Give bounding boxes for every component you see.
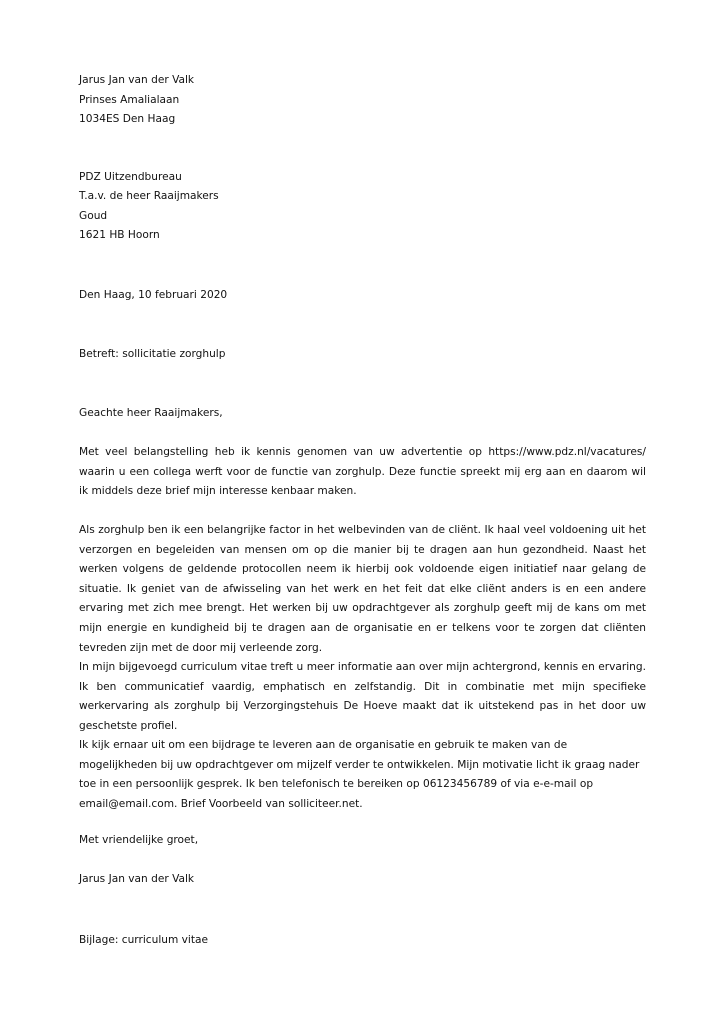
closing: Met vriendelijke groet, — [79, 834, 199, 846]
recipient-postal-city: 1621 HB Hoorn — [79, 229, 160, 241]
salutation: Geachte heer Raaijmakers, — [79, 407, 223, 419]
subject-line: Betreft: sollicitatie zorghulp — [79, 348, 226, 360]
attachment-note: Bijlage: curriculum vitae — [79, 934, 209, 946]
body-paragraph-4: Ik kijk ernaar uit om een bijdrage te leveren aan de organisatie en gebruik te maken van de mogelijkheden bij uw opdrachtgever om mijzelf verder te ontwikkelen. Mijn motivatie licht ik graag nader toe in een persoonlijk gesprek. Ik ben telefonisch te bereiken op 06123456789 of via e-e-mail op email@email.com. Brief Voorbeeld van solliciteer.net. — [79, 739, 640, 810]
recipient-company: PDZ Uitzendbureau — [79, 171, 182, 183]
body-paragraph-3: In mijn bijgevoegd curriculum vitae treft u meer informatie aan over mijn achtergrond, kennis en ervaring. Ik ben communicatief vaardig, emphatisch en zelfstandig. Dit in combinatie met mijn specifieke werkervaring als zorghulp bij Verzorgingstehuis De Hoeve maakt dat ik uitstekend pas in het door uw geschetste profiel. — [79, 661, 646, 732]
signature-name: Jarus Jan van der Valk — [79, 873, 195, 885]
sender-street: Prinses Amalialaan — [79, 94, 180, 106]
body-paragraph-2: Als zorghulp ben ik een belangrijke factor in het welbevinden van de cliënt. Ik haal veel voldoening uit het verzorgen en begeleiden van mensen om op die manier bij te dragen aan hun gezondheid. Naast het werken volgens de geldende protocollen neem ik hierbij ook voldoende eigen initiatief naar gelang de situatie. Ik geniet van de afwisseling van het werk en het feit dat elke cliënt anders is en een andere ervaring met zich mee brengt. Het werken bij uw opdrachtgever als zorghulp geeft mij de kans om met mijn energie en kundigheid bij te dragen aan de organisatie en er telkens voor te zorgen dat cliënten tevreden zijn met de door mij verleende zorg. — [79, 524, 646, 654]
recipient-attention: T.a.v. de heer Raaijmakers — [79, 190, 219, 202]
sender-name: Jarus Jan van der Valk — [79, 74, 195, 86]
place-date: Den Haag, 10 februari 2020 — [79, 289, 228, 301]
body-paragraph-1: Met veel belangstelling heb ik kennis genomen van uw advertentie op https://www.pdz.nl/vacatures/ waarin u een collega werft voor de functie van zorghulp. Deze functie spreekt mij erg aan en daarom wil ik middels deze brief mijn interesse kenbaar maken. — [79, 446, 646, 498]
sender-postal-city: 1034ES Den Haag — [79, 113, 176, 125]
recipient-street: Goud — [79, 210, 108, 222]
